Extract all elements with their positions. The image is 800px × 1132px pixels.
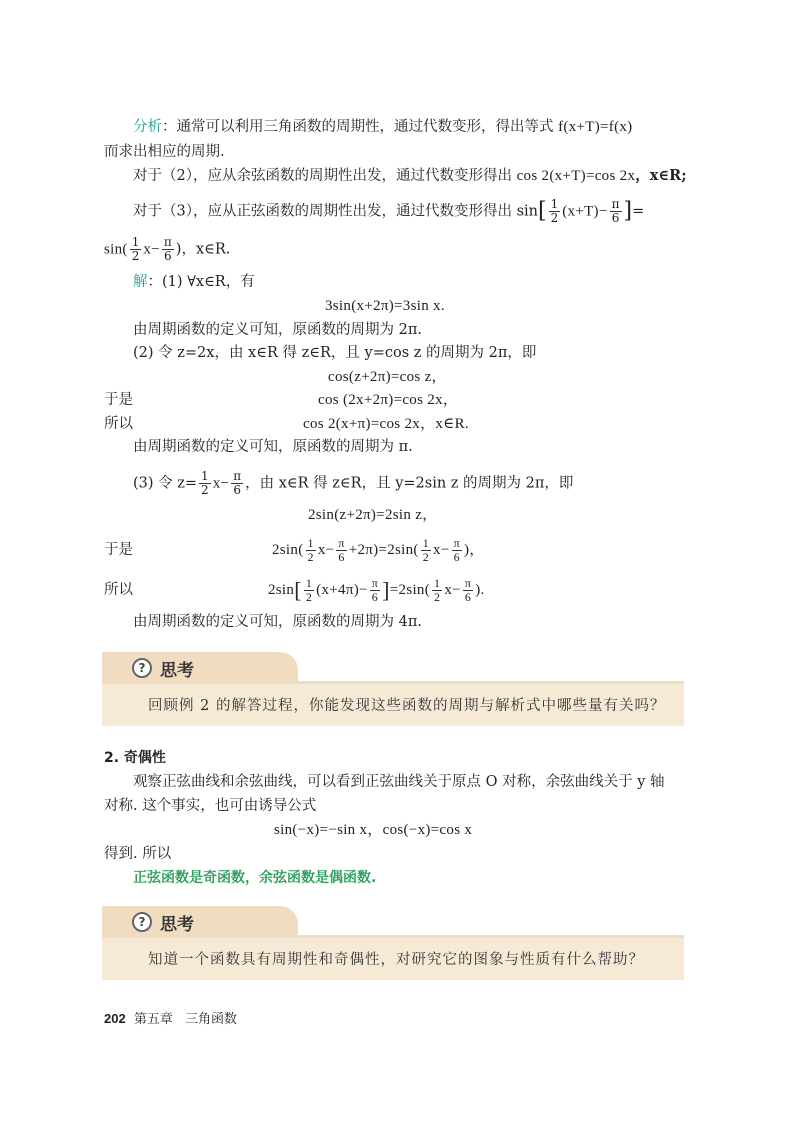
analysis-label: 分析 xyxy=(133,119,162,135)
solution-p3-conclusion: 由周期函数的定义可知，原函数的周期为 4π. xyxy=(133,614,422,630)
solution-p2-suoyi: 所以 xyxy=(104,416,133,432)
solution-p3-suoyi: 所以 xyxy=(104,582,133,598)
fraction: $\frac{\pi}{6}$ xyxy=(338,536,345,564)
solution-p1-equation: 3sin(x+2π)=3sin x. xyxy=(325,298,445,314)
fraction: $\frac{1}{2}$ xyxy=(201,469,209,497)
chapter-title: 三角函数 xyxy=(185,1012,238,1027)
fraction: $\frac{\pi}{6}$ xyxy=(464,576,472,604)
solution-p2-intro: (2) 令 z=2x，由 x∈R 得 z∈R，且 y=cos z 的周期为 2π，即 xyxy=(133,345,537,361)
analysis-line-1: 分析：通常可以利用三角函数的周期性，通过代数变形，得出等式 f(x+T)=f(x) xyxy=(133,119,633,135)
think-text: 回顾例 2 的解答过程，你能发现这些函数的周期与解析式中哪些量有关吗？ xyxy=(148,698,666,714)
think-text: 知道一个函数具有周期性和奇偶性，对研究它的图象与性质有什么帮助？ xyxy=(148,952,644,968)
parity-line-2: 对称. 这个事实，也可由诱导公式 xyxy=(104,798,317,814)
fraction: $\frac{\pi}{6}$ xyxy=(453,536,460,564)
fraction: $\frac{1}{2}$ xyxy=(305,576,313,604)
solution-label: 解 xyxy=(133,274,148,290)
page-footer xyxy=(104,1008,237,1027)
question-icon: ? xyxy=(132,912,152,932)
fraction: $\frac{1}{2}$ xyxy=(434,576,441,604)
fraction: $\frac{1}{2}$ xyxy=(422,536,430,564)
solution-p3-eq3: 2sin[ $\frac{1}{2}$ (x+4π)− $\frac{\pi}{6}$ ]=2sin( $\frac{1}{2}$ x− $\frac{\pi}{6}$ ). xyxy=(268,576,485,604)
fraction: $\frac{1}{2}$ xyxy=(307,536,314,564)
solution-p2-eq3: cos 2(x+π)=cos 2x，x∈R. xyxy=(303,416,469,432)
analysis-line-5: sin( $\frac{1}{2}$ x− $\frac{\pi}{6}$ )，x∈R. xyxy=(104,235,231,263)
analysis-line-3: 对于（2），应从余弦函数的周期性出发，通过代数变形得出 cos 2(x+T)=cos 2x，x∈R; xyxy=(133,167,687,184)
think-title: 思考 xyxy=(160,915,194,935)
page-number: 202 xyxy=(104,1011,126,1026)
parity-formula: sin(−x)=−sin x，cos(−x)=cos x xyxy=(274,822,473,838)
fraction: $\frac{1}{2}$ xyxy=(550,197,559,225)
fraction: $\frac{\pi}{6}$ xyxy=(163,235,172,263)
solution-p3-intro: (3) 令 z= $\frac{1}{2}$ x− $\frac{\pi}{6}$ ，由 x∈R 得 z∈R，且 y=2sin z 的周期为 2π，即 xyxy=(133,469,574,497)
solution-p3-eq2: 2sin( $\frac{1}{2}$ x− $\frac{\pi}{6}$ +2π)=2sin( $\frac{1}{2}$ x− $\frac{\pi}{6}$ )， xyxy=(272,536,485,564)
fraction: $\frac{\pi}{6}$ xyxy=(611,197,620,225)
solution-p3-eq1: 2sin(z+2π)=2sin z， xyxy=(308,507,438,523)
fraction: $\frac{\pi}{6}$ xyxy=(371,576,379,604)
analysis-line-2: 而求出相应的周期. xyxy=(104,144,225,160)
fraction: $\frac{\pi}{6}$ xyxy=(233,469,242,497)
parity-line-1: 观察正弦曲线和余弦曲线，可以看到正弦曲线关于原点 O 对称，余弦曲线关于 y 轴 xyxy=(133,774,665,790)
solution-p1-conclusion: 由周期函数的定义可知，原函数的周期为 2π. xyxy=(133,322,422,338)
fraction: $\frac{1}{2}$ xyxy=(131,235,140,263)
solution-p2-eq1: cos(z+2π)=cos z， xyxy=(328,369,447,385)
question-icon: ? xyxy=(132,658,152,678)
parity-line-3: 得到. 所以 xyxy=(104,846,172,862)
parity-conclusion: 正弦函数是奇函数，余弦函数是偶函数. xyxy=(133,870,377,886)
solution-p3-yushi: 于是 xyxy=(104,542,133,558)
solution-p2-yushi: 于是 xyxy=(104,392,133,408)
solution-p2-conclusion: 由周期函数的定义可知，原函数的周期为 π. xyxy=(133,439,413,455)
chapter-label: 第五章 xyxy=(133,1012,173,1027)
analysis-line-4: 对于（3），应从正弦函数的周期性出发，通过代数变形得出 sin[ $\frac{1}{2}$ (x+T)− $\frac{\pi}{6}$ ]= xyxy=(133,197,645,225)
solution-p1-intro: 解：(1) ∀x∈R，有 xyxy=(133,274,255,290)
section-heading: 2. 奇偶性 xyxy=(104,750,166,766)
solution-p2-eq2: cos (2x+2π)=cos 2x， xyxy=(318,392,459,408)
think-title: 思考 xyxy=(160,661,194,681)
